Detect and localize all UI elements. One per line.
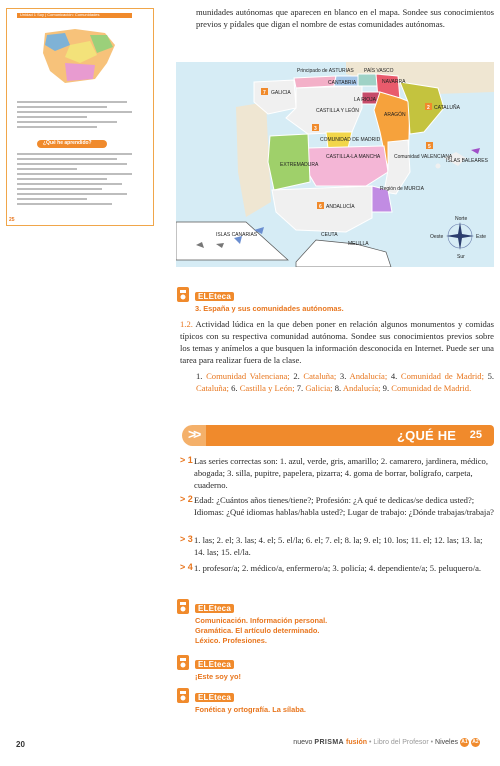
answer-number: 5. [487, 371, 495, 381]
chevron-icon: >> [182, 425, 216, 446]
banner-page-number: 25 [469, 429, 482, 441]
label-aragon: ARAGÓN [384, 112, 406, 118]
svg-text:2: 2 [427, 105, 430, 111]
label-cataluna: CATALUÑA [434, 105, 460, 111]
answer-value: Comunidad Valenciana; [206, 371, 294, 381]
eleteca-icon [176, 654, 190, 671]
answer-number: 9. [382, 383, 392, 393]
page-number: 20 [16, 740, 25, 749]
label-cyl: CASTILLA Y LEÓN [316, 108, 359, 114]
spain-regions-map [176, 62, 494, 267]
label-cantabria: CANTABRIA [328, 80, 357, 86]
map-svg [176, 62, 494, 267]
answer-item-2: > 2 Edad: ¿Cuántos años tienes/tiene?; Profesión: ¿A qué te dedicas/se dedica usted?; Idiomas: ¿Qué idiomas hablas/habla usted?; Lugar de trabajo: ¿Dónde trabajas/trabaja? [180, 494, 494, 517]
label-asturias: Principado de ASTURIAS [297, 68, 354, 74]
answer-value: Cataluña; [303, 371, 340, 381]
eleteca-item: 3. España y sus comunidades autónomas. [195, 304, 344, 313]
label-galicia: GALICIA [271, 90, 291, 96]
svg-text:6: 6 [319, 204, 322, 210]
region-paisvasco [358, 74, 378, 86]
banner-title: ¿QUÉ HE APRENDIDO? [397, 428, 485, 458]
answer-value: Cataluña; [196, 383, 232, 393]
label-madrid: COMUNIDAD DE MADRID [320, 137, 381, 143]
student-page-thumbnail [6, 8, 154, 226]
thumbnail-header: Unidad 1 Soy | Comunicación: Comunidades [17, 13, 132, 18]
answer-item-3: > 3 1. las; 2. el; 3. las; 4. el; 5. el/la; 6. el; 7. el; 8. la; 9. el; 10. los; 11. el; 12. las; 13. la; 14. las; 15. el/la. [180, 534, 483, 557]
svg-text:7: 7 [263, 90, 266, 96]
label-este: Este [476, 234, 487, 240]
activity-1-2: 1.2. Actividad lúdica en la que deben poner en relación algunos monumentos y comidas típicos con su respectiva comunidad autónoma. Sondee sus conocimientos previos sobre los temas y anímelos a que busquen la información desconocida en Internet. Puede ser una tarea para realizar fuera de la clase. [180, 319, 494, 365]
brand-name: PRISMA [314, 739, 344, 746]
eleteca-block-2: ELEteca ¡Este soy yo! [176, 654, 241, 682]
answer-value: Comunidad de Madrid. [391, 383, 472, 393]
eleteca-icon [176, 598, 190, 615]
svg-text:3: 3 [314, 126, 317, 132]
level-badge-a2: A2 [472, 739, 479, 745]
eleteca-block-3: ELEteca Fonética y ortografía. La sílaba. [176, 687, 306, 715]
thumbnail-map [35, 23, 125, 93]
answer-number: 2. [293, 371, 304, 381]
answer-item-4: > 4 1. profesor/a; 2. médico/a, enfermero/a; 3. policía; 4. dependiente/a; 5. peluquero/a. [180, 562, 482, 573]
que-he-aprendido-banner [182, 422, 494, 458]
answer-number: 1. [196, 371, 207, 381]
eleteca-reference-1 [176, 286, 344, 314]
answer-number: 8. [334, 383, 343, 393]
label-clm: CASTILLA-LA MANCHA [326, 154, 381, 160]
thumbnail-page-number: 25 [9, 217, 15, 223]
answer-value: Galicia; [305, 383, 335, 393]
label-navarra: NAVARRA [382, 79, 406, 85]
label-andalucia: ANDALUCÍA [326, 204, 355, 210]
eleteca-icon [176, 687, 190, 704]
label-murcia: Región de MURCIA [380, 186, 424, 192]
eleteca-badge: ELEteca [195, 292, 234, 301]
answer-value: Andalucía; [349, 371, 391, 381]
label-larioja: LA RIOJA [354, 97, 376, 103]
answer-number: 7. [296, 383, 306, 393]
label-baleares: ISLAS BALEARES [446, 158, 488, 164]
activity-1-2-text: Actividad lúdica en la que deben poner en relación algunos monumentos y comidas típicos con su respectiva comunidad autónoma. Sondee sus conocimientos previos sobre los temas y anímelos a que busquen la información desconocida en Internet. Puede ser una tarea para realizar fuera de la clase. [180, 319, 494, 365]
answer-value: Castilla y León; [239, 383, 297, 393]
answer-item-1: > 1 Las series correctas son: 1. azul, verde, gris, amarillo; 2. camarero, jardinera, médico, abogada; 3. silla, pupitre, papelera, pizarra; 4. goma de borrar, bolígrafo, carpeta, cuaderno. [180, 455, 488, 490]
answer-number: 3. [339, 371, 350, 381]
thumbnail-banner: ¿Qué he aprendido? [37, 140, 107, 148]
answer-value: Comunidad de Madrid; [400, 371, 488, 381]
label-valenciana: Comunidad VALENCIANA [394, 154, 453, 160]
label-melilla: MELILLA [348, 241, 369, 247]
svg-text:5: 5 [428, 144, 431, 150]
label-norte: Norte [455, 216, 468, 222]
eleteca-block-1: ELEteca Comunicación. Información personal. Gramática. El artículo determinado. Léxico. Profesiones. [176, 598, 327, 646]
footer-brand: nuevo PRISMA fusión • Libro del Profesor • Niveles A1 A2 [293, 739, 479, 746]
label-oeste: Oeste [430, 234, 444, 240]
activity-1-2-answers [196, 370, 494, 394]
answer-number: 4. [390, 371, 401, 381]
intro-paragraph: munidades autónomas que aparecen en blanco en el mapa. Sondee sus conocimientos previos y pídales que digan el nombre de estas comunidades autónomas. [196, 7, 494, 29]
label-canarias: ISLAS CANARIAS [216, 232, 258, 238]
answer-number: 6. [231, 383, 240, 393]
label-ceuta: CEUTA [321, 232, 338, 238]
level-badge-a1: A1 [461, 739, 468, 745]
label-extremadura: EXTREMADURA [280, 162, 319, 168]
label-sur: Sur [457, 254, 465, 260]
eleteca-icon [176, 286, 190, 303]
label-paisvasco: PAÍS VASCO [364, 68, 394, 74]
answer-value: Andalucía; [342, 383, 383, 393]
